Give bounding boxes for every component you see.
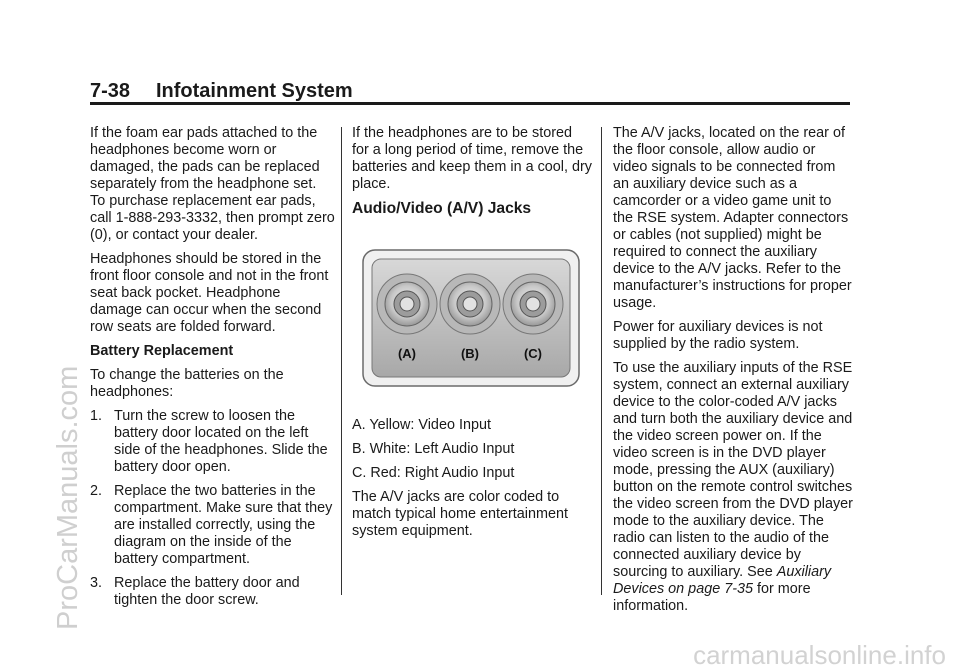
column-divider <box>341 127 342 595</box>
paragraph <box>613 360 853 615</box>
cross-reference-link[interactable]: Auxiliary Devices on page 7-35 <box>613 564 832 597</box>
paragraph: Headphones should be stored in the front floor console and not in the front seat back pocket. Headphone damage can occur when the second row seats are folded forward. <box>90 251 329 335</box>
step-text: Replace the two batteries in the compartment. Make sure that they are installed correctly, using the diagram on the inside of the battery compartment. <box>114 483 333 567</box>
step-text: Turn the screw to loosen the battery door located on the left side of the headphones. Slide the battery door open. <box>114 408 328 475</box>
paragraph: To change the batteries on the headphones: <box>90 367 284 400</box>
jack-label: (C) <box>523 346 543 361</box>
column-1 <box>90 125 335 616</box>
list-item <box>90 483 335 568</box>
column-divider <box>601 127 602 595</box>
watermark-left: ProCarManuals.com <box>52 365 84 630</box>
page-title: Infotainment System <box>156 80 353 102</box>
list-item <box>90 575 335 609</box>
paragraph: The A/V jacks are color coded to match typical home entertainment system equipment. <box>352 489 568 539</box>
paragraph: The A/V jacks, located on the rear of the floor console, allow audio or video signals to be connected from an auxiliary device such as a camcorder or a video game unit to the RSE system. Adapter connectors or cables (not supplied) might be required to connect the auxiliary device to the A/V jacks. Refer to the manufacturer’s instructions for proper usage. <box>613 125 852 311</box>
battery-heading: Battery Replacement <box>90 343 234 359</box>
paragraph: If the headphones are to be stored for a long period of time, remove the batteries and keep them in a cool, dry place. <box>352 125 592 192</box>
av-jacks-diagram <box>362 249 580 387</box>
jack-c-icon <box>503 274 563 334</box>
jack-a-icon <box>377 274 437 334</box>
column-2 <box>352 125 592 547</box>
step-number: 1. <box>90 408 103 424</box>
watermark-bottom: carmanualsonline.info <box>693 640 946 670</box>
paragraph-text: for more information. <box>613 581 811 614</box>
section-heading: Audio/Video (A/V) Jacks <box>352 200 532 217</box>
paragraph: If the foam ear pads attached to the headphones become worn or damaged, the pads can be replaced separately from the headphone set. To purchase replacement ear pads, call 1-888-293-3332, then prompt zero (0), or contact your dealer. <box>90 125 335 243</box>
jack-label: (B) <box>460 346 480 361</box>
column-3 <box>613 125 853 622</box>
caption: A. Yellow: Video Input <box>352 417 491 433</box>
header-rule <box>90 102 850 105</box>
step-number: 2. <box>90 483 103 499</box>
page-number: 7-38 <box>90 80 131 102</box>
caption: C. Red: Right Audio Input <box>352 465 515 481</box>
step-number: 3. <box>90 575 103 591</box>
step-text: Replace the battery door and tighten the door screw. <box>114 575 300 608</box>
list-item <box>90 408 335 476</box>
jack-label: (A) <box>397 346 417 361</box>
paragraph-text: To use the auxiliary inputs of the RSE system, connect an external auxiliary device to the color-coded A/V jacks and turn both the auxiliary device and the video screen power on. If the video screen is in the DVD player mode, pressing the AUX (auxiliary) button on the remote control switches the video screen from the DVD player mode to the auxiliary device. The radio can listen to the audio of the connected auxiliary device by sourcing to auxiliary. See <box>613 360 853 580</box>
paragraph: Power for auxiliary devices is not supplied by the radio system. <box>613 319 823 352</box>
av-jacks-illustration <box>362 249 580 387</box>
jack-b-icon <box>440 274 500 334</box>
caption: B. White: Left Audio Input <box>352 441 515 457</box>
